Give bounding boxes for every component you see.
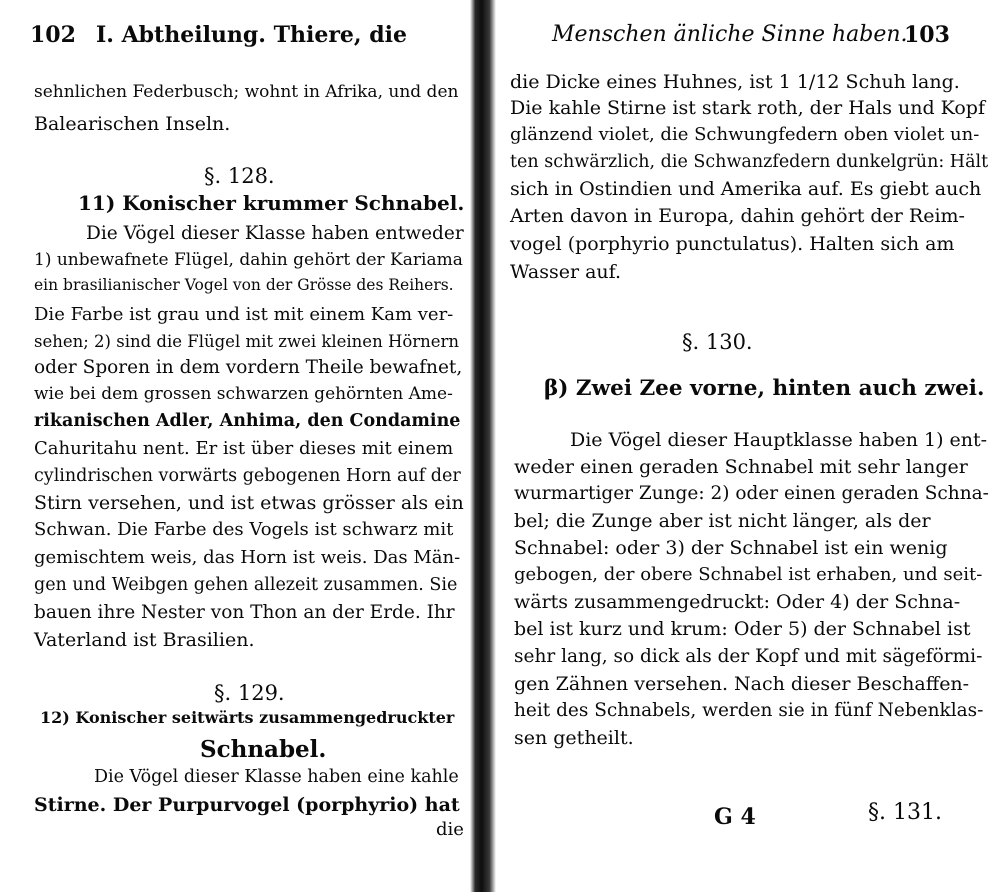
text-line: Die Vögel dieser Klasse haben eine kahle <box>94 767 459 787</box>
text-line: Die kahle Stirne ist stark roth, der Hals und Kopf <box>510 97 985 119</box>
text-line: sehnlichen Federbusch; wohnt in Afrika, und den <box>34 82 459 102</box>
text-line: Die Vögel dieser Hauptklasse haben 1) ent- <box>570 429 988 451</box>
catchword: die <box>436 819 464 840</box>
running-title: I. Abtheilung. Thiere, die <box>96 22 407 48</box>
text-line: gen und Weibgen gehen allezeit zusammen. Sie <box>34 575 458 595</box>
text-line: Arten davon in Europa, dahin gehört der Reim- <box>510 205 965 227</box>
text-line: Schwan. Die Farbe des Vogels ist schwarz mit <box>34 519 454 540</box>
section-heading: 12) Konischer seitwärts zusammengedruckter <box>40 708 455 727</box>
text-line: Balearischen Inseln. <box>34 113 231 135</box>
text-line: 1) unbewafnete Flügel, dahin gehört der Kariama <box>34 250 463 270</box>
text-line: Die Vögel dieser Klasse haben entweder <box>86 223 464 244</box>
right-page <box>496 0 996 892</box>
text-line: cylindrischen vorwärts gebogenen Horn auf der <box>34 466 461 486</box>
text-line: Vaterland ist Brasilien. <box>34 629 255 651</box>
section-number: §. 130. <box>682 330 753 354</box>
text-line: heit des Schnabels, werden sie in fünf Nebenklas- <box>514 700 984 721</box>
text-line: bauen ihre Nester von Thon an der Erde. Ihr <box>34 602 455 623</box>
catchword: §. 131. <box>868 800 942 825</box>
text-line: ten schwärzlich, die Schwanzfedern dunkelgrün: Hält <box>510 152 989 172</box>
text-line: glänzend violet, die Schwungfedern oben violet un- <box>510 124 980 145</box>
book-gutter <box>470 0 496 892</box>
section-heading: 11) Konischer krummer Schnabel. <box>78 191 465 215</box>
section-heading: Schnabel. <box>200 736 327 763</box>
text-line: gen Zähnen versehen. Nach dieser Beschaffen- <box>514 673 970 695</box>
text-line: bel; die Zunge aber ist nicht länger, als der <box>514 510 931 532</box>
text-line: sen getheilt. <box>514 727 634 749</box>
text-line: Cahuritahu nent. Er ist über dieses mit einem <box>34 438 454 459</box>
page-number: 103 <box>904 22 950 48</box>
text-line: bel ist kurz und krum: Oder 5) der Schnabel ist <box>514 618 971 640</box>
text-line: oder Sporen in dem vordern Theile bewafnet, <box>34 357 463 378</box>
text-line: Wasser auf. <box>510 261 622 283</box>
text-line: ein brasilianischer Vogel von der Grösse des Reihers. <box>34 276 454 294</box>
text-line: wie bei dem grossen schwarzen gehörnten Ame- <box>34 384 453 404</box>
text-line: vogel (porphyrio punctulatus). Halten sich am <box>510 233 955 255</box>
running-title: Menschen änliche Sinne haben. <box>552 22 908 47</box>
left-page <box>0 0 470 892</box>
text-line: Die Farbe ist grau und ist mit einem Kam ver- <box>34 304 454 325</box>
text-line: weder einen geraden Schnabel mit sehr langer <box>514 456 968 478</box>
text-line: gemischtem weis, das Horn ist weis. Das Män- <box>34 547 461 568</box>
text-line: wurmartiger Zunge: 2) oder einen geraden Schna- <box>514 483 989 504</box>
section-heading: β) Zwei Zee vorne, hinten auch zwei. <box>544 376 985 401</box>
section-number: §. 128. <box>204 164 275 188</box>
text-line: sehen; 2) sind die Flügel mit zwei kleinen Hörnern <box>34 332 460 351</box>
signature-mark: G 4 <box>714 804 756 830</box>
text-line: Stirne. Der Purpurvogel (porphyrio) hat <box>34 794 460 816</box>
text-line: sehr lang, so dick als der Kopf und mit sägeförmi- <box>514 646 983 667</box>
text-line: die Dicke eines Huhnes, ist 1 1/12 Schuh lang. <box>510 71 960 93</box>
page-number: 102 <box>30 22 76 48</box>
text-line: sich in Ostindien und Amerika auf. Es giebt auch <box>510 178 982 200</box>
text-line: wärts zusammengedruckt: Oder 4) der Schna- <box>514 591 961 613</box>
text-line: rikanischen Adler, Anhima, den Condamine <box>34 411 461 431</box>
text-line: Schnabel: oder 3) der Schnabel ist ein wenig <box>514 537 948 559</box>
section-number: §. 129. <box>214 681 285 705</box>
text-line: Stirn versehen, und ist etwas grösser als ein <box>34 492 464 514</box>
text-line: gebogen, der obere Schnabel ist erhaben, und seit- <box>514 564 983 585</box>
